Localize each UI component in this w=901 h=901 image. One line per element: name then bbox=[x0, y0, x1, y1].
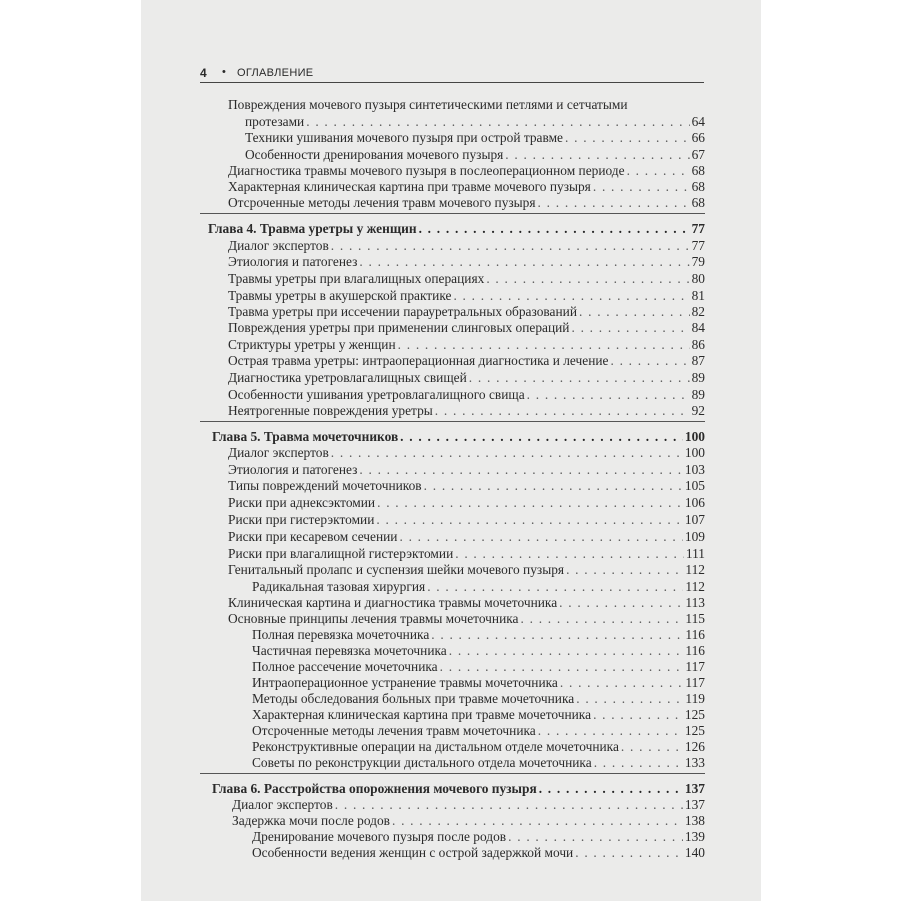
toc-entry-page: 117 bbox=[685, 659, 705, 674]
toc-entry bbox=[200, 674, 705, 691]
toc-entry-title: Диалог экспертов bbox=[232, 797, 333, 812]
toc-leader bbox=[505, 146, 689, 163]
toc-entry bbox=[200, 796, 705, 813]
toc-entry-page: 89 bbox=[691, 387, 705, 402]
toc-entry-title: Отсроченные методы лечения травм мочеточника bbox=[252, 723, 536, 738]
toc-chapter-page: 77 bbox=[691, 221, 705, 236]
toc-entry bbox=[200, 828, 705, 845]
toc-entry-title: Полная перевязка мочеточника bbox=[252, 627, 430, 642]
toc-chapter bbox=[200, 780, 705, 797]
toc-leader bbox=[594, 754, 683, 771]
toc-entry-page: 112 bbox=[685, 579, 705, 594]
toc-leader bbox=[377, 494, 683, 511]
toc-entry bbox=[200, 352, 705, 369]
toc-entry-title: Дренирование мочевого пузыря после родов bbox=[252, 829, 507, 844]
toc-entry-page: 81 bbox=[691, 288, 705, 303]
toc-chapter bbox=[200, 428, 705, 445]
toc-leader bbox=[527, 386, 690, 403]
toc-leader bbox=[455, 545, 684, 562]
toc-entry bbox=[200, 237, 705, 254]
toc-leader bbox=[579, 303, 690, 320]
header-rule bbox=[200, 82, 704, 83]
toc-leader bbox=[359, 461, 683, 478]
toc-entry-page: 125 bbox=[684, 723, 705, 738]
toc-leader bbox=[627, 162, 690, 179]
toc-entry-title: Методы обследования больных при травме мочеточника bbox=[252, 691, 575, 706]
toc-leader bbox=[435, 402, 690, 419]
toc-entry-page: 139 bbox=[684, 829, 705, 844]
toc-entry-title: Риски при кесаревом сечении bbox=[228, 529, 398, 544]
toc-entry-page: 80 bbox=[691, 271, 705, 286]
toc-leader bbox=[560, 674, 684, 691]
toc-entry-page: 66 bbox=[691, 130, 705, 145]
toc-entry-title: Диагностика травмы мочевого пузыря в послеоперационном периоде bbox=[228, 163, 625, 178]
toc-entry-page: 105 bbox=[684, 478, 705, 493]
toc-leader bbox=[331, 444, 683, 461]
toc-entry-page: 106 bbox=[684, 495, 705, 510]
toc-entry-title: Советы по реконструкции дистального отдела мочеточника bbox=[252, 755, 592, 770]
toc-entry-title: Риски при аднексэктомии bbox=[228, 495, 376, 510]
toc-entry-title: Неятрогенные повреждения уретры bbox=[228, 403, 433, 418]
toc-leader bbox=[419, 220, 690, 237]
toc-entry bbox=[200, 528, 705, 545]
toc-entry-title: Острая травма уретры: интраоперационная диагностика и лечение bbox=[228, 353, 609, 368]
toc-chapter-page: 100 bbox=[684, 429, 705, 444]
toc-entry-title: Отсроченные методы лечения травм мочевого пузыря bbox=[228, 195, 536, 210]
toc-entry bbox=[200, 812, 705, 829]
toc-entry bbox=[200, 754, 705, 771]
toc-leader bbox=[427, 578, 683, 595]
toc-leader bbox=[610, 352, 689, 369]
toc-entry bbox=[200, 610, 705, 627]
toc-entry-page: 116 bbox=[685, 643, 705, 658]
toc-entry-title: Травма уретры при иссечении парауретральных образований bbox=[228, 304, 577, 319]
toc-leader bbox=[571, 319, 689, 336]
toc-entry-title: Радикальная тазовая хирургия bbox=[252, 579, 426, 594]
toc-entry-page: 79 bbox=[691, 254, 705, 269]
toc-entry-page: 119 bbox=[685, 691, 705, 706]
toc-leader bbox=[331, 237, 690, 254]
toc-entry-title: Диалог экспертов bbox=[228, 445, 329, 460]
toc-entry-page: 115 bbox=[685, 611, 705, 626]
toc-leader bbox=[376, 511, 683, 528]
toc-entry bbox=[200, 545, 705, 562]
toc-entry-page: 109 bbox=[684, 529, 705, 544]
header-bullet: • bbox=[222, 66, 226, 78]
toc-entry bbox=[200, 511, 705, 528]
toc-leader bbox=[335, 796, 683, 813]
toc-entry bbox=[200, 253, 705, 270]
toc-leader bbox=[508, 828, 683, 845]
toc-entry bbox=[200, 844, 705, 861]
toc-leader bbox=[424, 477, 683, 494]
page-number: 4 bbox=[200, 66, 207, 80]
toc-leader bbox=[559, 594, 683, 611]
toc-chapter-title: Глава 5. Травма мочеточников bbox=[212, 429, 399, 444]
toc-entry-title: Травмы уретры в акушерской практике bbox=[228, 288, 452, 303]
toc-entry-title: Типы повреждений мочеточников bbox=[228, 478, 422, 493]
toc-entry-page: 138 bbox=[684, 813, 705, 828]
toc-entry bbox=[200, 594, 705, 611]
toc-entry-page: 125 bbox=[684, 707, 705, 722]
toc-leader bbox=[469, 369, 690, 386]
toc-entry bbox=[200, 96, 705, 113]
toc-entry bbox=[200, 146, 705, 163]
toc-leader bbox=[521, 610, 684, 627]
toc-entry bbox=[200, 561, 705, 578]
toc-entry bbox=[200, 129, 705, 146]
toc-entry bbox=[200, 642, 705, 659]
toc-entry-page: 133 bbox=[684, 755, 705, 770]
toc-entry bbox=[200, 194, 705, 211]
toc-entry bbox=[200, 722, 705, 739]
toc-entry-title: Стриктуры уретры у женщин bbox=[228, 337, 396, 352]
toc-entry bbox=[200, 270, 705, 287]
toc-entry-title: протезами bbox=[245, 114, 305, 129]
toc-entry bbox=[200, 444, 705, 461]
toc-leader bbox=[399, 528, 682, 545]
toc-chapter bbox=[200, 220, 705, 237]
toc-entry bbox=[200, 303, 705, 320]
toc-leader bbox=[449, 642, 684, 659]
toc-entry-page: 92 bbox=[691, 403, 705, 418]
toc-entry bbox=[200, 162, 705, 179]
toc-entry-page: 86 bbox=[691, 337, 705, 352]
toc-entry bbox=[200, 706, 705, 723]
toc-entry-title: Особенности ведения женщин с острой задержкой мочи bbox=[252, 845, 574, 860]
toc-entry-page: 112 bbox=[685, 562, 705, 577]
section-divider bbox=[200, 421, 705, 422]
toc-entry-title: Повреждения уретры при применении слинговых операций bbox=[228, 320, 570, 335]
toc-entry-page: 64 bbox=[691, 114, 705, 129]
toc-chapter-title: Глава 6. Расстройства опорожнения мочевого пузыря bbox=[212, 781, 537, 796]
toc-leader bbox=[400, 428, 683, 445]
toc-entry-title: Диагностика уретровлагалищных свищей bbox=[228, 370, 467, 385]
toc-leader bbox=[538, 722, 683, 739]
toc-chapter-title: Глава 4. Травма уретры у женщин bbox=[208, 221, 417, 236]
toc-entry-page: 87 bbox=[691, 353, 705, 368]
toc-leader bbox=[453, 287, 689, 304]
toc-entry bbox=[200, 690, 705, 707]
toc-entry bbox=[200, 369, 705, 386]
toc-leader bbox=[398, 336, 690, 353]
toc-leader bbox=[621, 738, 683, 755]
toc-entry-title: Особенности ушивания уретровлагалищного свища bbox=[228, 387, 525, 402]
toc-entry-title: Генитальный пролапс и суспензия шейки мочевого пузыря bbox=[228, 562, 565, 577]
toc-entry-page: 82 bbox=[691, 304, 705, 319]
toc-entry bbox=[200, 738, 705, 755]
toc-entry-title: Частичная перевязка мочеточника bbox=[252, 643, 447, 658]
toc-entry-page: 68 bbox=[691, 179, 705, 194]
toc-leader bbox=[440, 658, 684, 675]
toc-entry-page: 77 bbox=[691, 238, 705, 253]
toc-entry-title: Реконструктивные операции на дистальном отделе мочеточника bbox=[252, 739, 619, 754]
toc-entry-page: 84 bbox=[691, 320, 705, 335]
toc-entry-page: 117 bbox=[685, 675, 705, 690]
toc-entry-page: 126 bbox=[684, 739, 705, 754]
toc-entry-title: Риски при гистерэктомии bbox=[228, 512, 375, 527]
toc-entry-title: Интраоперационное устранение травмы мочеточника bbox=[252, 675, 558, 690]
toc-entry-title: Полное рассечение мочеточника bbox=[252, 659, 438, 674]
toc-entry bbox=[200, 319, 705, 336]
toc-leader bbox=[565, 129, 690, 146]
toc-leader bbox=[593, 178, 690, 195]
section-title: ОГЛАВЛЕНИЕ bbox=[237, 67, 314, 79]
toc-leader bbox=[431, 626, 683, 643]
toc-entry-page: 68 bbox=[691, 163, 705, 178]
toc-entry-page: 113 bbox=[685, 595, 705, 610]
toc-entry-title: Травмы уретры при влагалищных операциях bbox=[228, 271, 485, 286]
toc-entry-title: Особенности дренирования мочевого пузыря bbox=[245, 147, 504, 162]
toc-leader bbox=[575, 844, 683, 861]
toc-entry bbox=[200, 477, 705, 494]
toc-leader bbox=[359, 253, 689, 270]
toc-entry-page: 100 bbox=[684, 445, 705, 460]
toc-leader bbox=[576, 690, 683, 707]
toc-leader bbox=[566, 561, 683, 578]
toc-entry-page: 89 bbox=[691, 370, 705, 385]
toc-entry bbox=[200, 461, 705, 478]
running-header bbox=[200, 66, 704, 82]
toc-entry-title: Характерная клиническая картина при травме мочеточника bbox=[252, 707, 592, 722]
toc-entry bbox=[200, 402, 705, 419]
toc-chapter-page: 137 bbox=[684, 781, 705, 796]
toc-entry-page: 116 bbox=[685, 627, 705, 642]
toc-leader bbox=[392, 812, 683, 829]
toc-entry bbox=[200, 578, 705, 595]
toc-entry bbox=[200, 113, 705, 130]
toc-entry bbox=[200, 178, 705, 195]
toc-entry-page: 68 bbox=[691, 195, 705, 210]
toc-entry-title: Повреждения мочевого пузыря синтетическими петлями и сетчатыми bbox=[228, 97, 628, 112]
toc-entry bbox=[200, 386, 705, 403]
toc-leader bbox=[539, 780, 683, 797]
toc-entry-title: Риски при влагалищной гистерэктомии bbox=[228, 546, 454, 561]
toc-leader bbox=[538, 194, 690, 211]
toc-entry-title: Задержка мочи после родов bbox=[232, 813, 390, 828]
toc-entry-title: Этиология и патогенез bbox=[228, 462, 358, 477]
toc-entry-page: 67 bbox=[691, 147, 705, 162]
toc-entry-title: Характерная клиническая картина при травме мочевого пузыря bbox=[228, 179, 591, 194]
toc-leader bbox=[593, 706, 683, 723]
toc-entry bbox=[200, 287, 705, 304]
toc-entry-title: Диалог экспертов bbox=[228, 238, 329, 253]
toc-entry-page: 103 bbox=[684, 462, 705, 477]
toc-entry-title: Клиническая картина и диагностика травмы мочеточника bbox=[228, 595, 558, 610]
toc-entry-title: Техники ушивания мочевого пузыря при острой травме bbox=[245, 130, 563, 145]
toc-entry bbox=[200, 658, 705, 675]
section-divider bbox=[200, 213, 705, 214]
toc-entry bbox=[200, 494, 705, 511]
toc-entry-page: 107 bbox=[684, 512, 705, 527]
toc-entry-page: 140 bbox=[684, 845, 705, 860]
toc-entry-page: 111 bbox=[685, 546, 705, 561]
toc-entry bbox=[200, 626, 705, 643]
section-divider bbox=[200, 773, 705, 774]
toc-entry-title: Этиология и патогенез bbox=[228, 254, 358, 269]
toc-leader bbox=[306, 113, 689, 130]
toc-entry bbox=[200, 336, 705, 353]
toc-leader bbox=[486, 270, 689, 287]
toc-entry-title: Основные принципы лечения травмы мочеточника bbox=[228, 611, 519, 626]
toc-entry-page: 137 bbox=[684, 797, 705, 812]
